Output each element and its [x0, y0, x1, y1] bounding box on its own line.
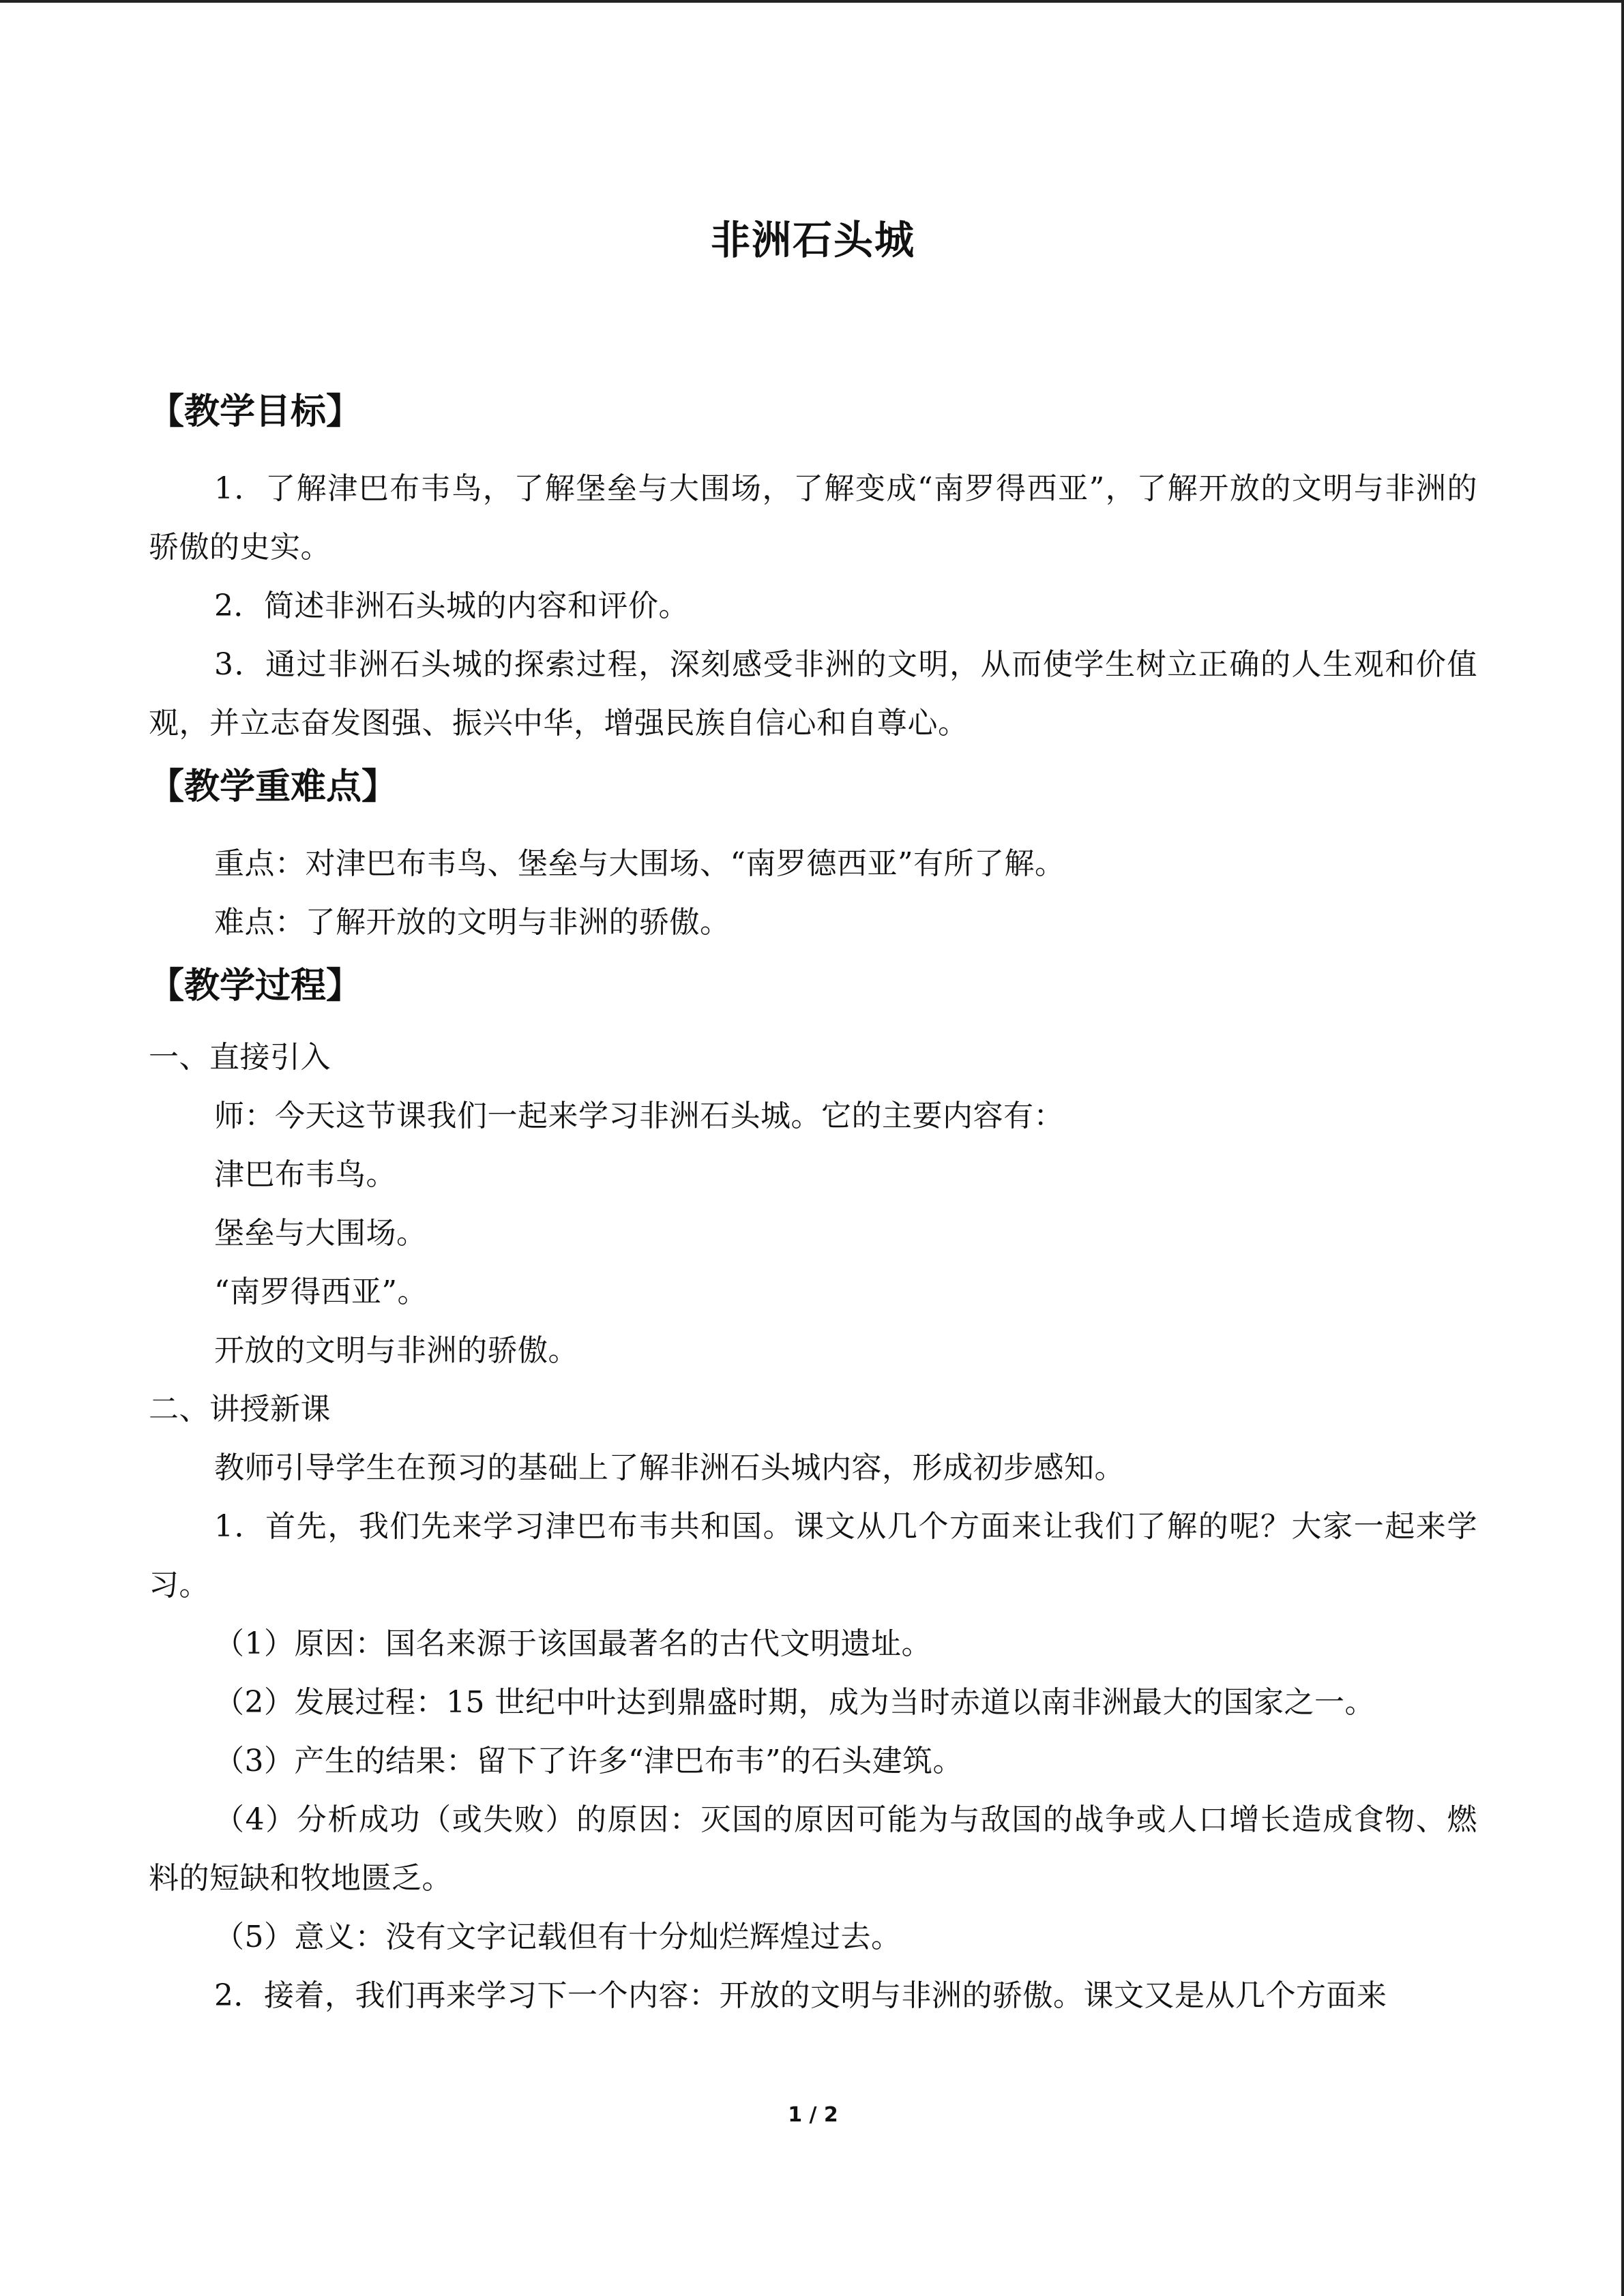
topic-item: “南罗得西亚”。: [214, 1274, 428, 1309]
section-heading-goals: 【教学目标】: [149, 391, 362, 432]
goal-item: 3．通过非洲石头城的探索过程，深刻感受非洲的文明，从而使学生树立正确的人生观和价值观，并立志奋发图强、振兴中华，增强民族自信心和自尊心。: [149, 647, 1477, 741]
part-title: 一、直接引入: [149, 1040, 331, 1075]
document-body: [149, 382, 1477, 2025]
section-heading-keypoints: 【教学重难点】: [149, 766, 398, 807]
topic-item: 开放的文明与非洲的骄傲。: [214, 1333, 578, 1368]
intro-paragraph: 教师引导学生在预习的基础上了解非洲石头城内容，形成初步感知。: [214, 1450, 1125, 1485]
point-item: （5）意义：没有文字记载但有十分灿烂辉煌过去。: [214, 1920, 902, 1954]
right-border-line: [1621, 0, 1624, 2296]
goal-item: 2．简述非洲石头城的内容和评价。: [214, 588, 689, 623]
point-item: （3）产生的结果：留下了许多“津巴布韦”的石头建筑。: [214, 1744, 963, 1778]
focus-paragraph: 重点：对津巴布韦鸟、堡垒与大围场、“南罗德西亚”有所了解。: [214, 846, 1065, 881]
topic-item: 津巴布韦鸟。: [214, 1157, 396, 1192]
step-paragraph: 2．接着，我们再来学习下一个内容：开放的文明与非洲的骄傲。课文又是从几个方面来: [214, 1978, 1387, 2013]
section-heading-process: 【教学过程】: [149, 966, 362, 1007]
point-item: （1）原因：国名来源于该国最著名的古代文明遗址。: [214, 1626, 932, 1661]
step-paragraph: 1．首先，我们先来学习津巴布韦共和国。课文从几个方面来让我们了解的呢？大家一起来学习。: [149, 1509, 1477, 1602]
page-number: 1 / 2: [788, 2103, 838, 2127]
topic-item: 堡垒与大围场。: [214, 1216, 427, 1251]
part-title: 二、讲授新课: [149, 1392, 331, 1427]
document-page: [149, 0, 1477, 2296]
document-title: 非洲石头城: [710, 217, 915, 263]
difficulty-paragraph: 难点：了解开放的文明与非洲的骄傲。: [214, 905, 730, 940]
point-item: （4）分析成功（或失败）的原因：灭国的原因可能为与敌国的战争或人口增长造成食物、燃料的短缺和牧地匮乏。: [149, 1802, 1477, 1896]
goal-item: 1．了解津巴布韦鸟，了解堡垒与大围场，了解变成“南罗得西亚”，了解开放的文明与非洲的骄傲的史实。: [149, 471, 1477, 565]
intro-paragraph: 师：今天这节课我们一起来学习非洲石头城。它的主要内容有：: [214, 1099, 1064, 1133]
point-item: （2）发展过程：15 世纪中叶达到鼎盛时期，成为当时赤道以南非洲最大的国家之一。: [214, 1685, 1375, 1720]
